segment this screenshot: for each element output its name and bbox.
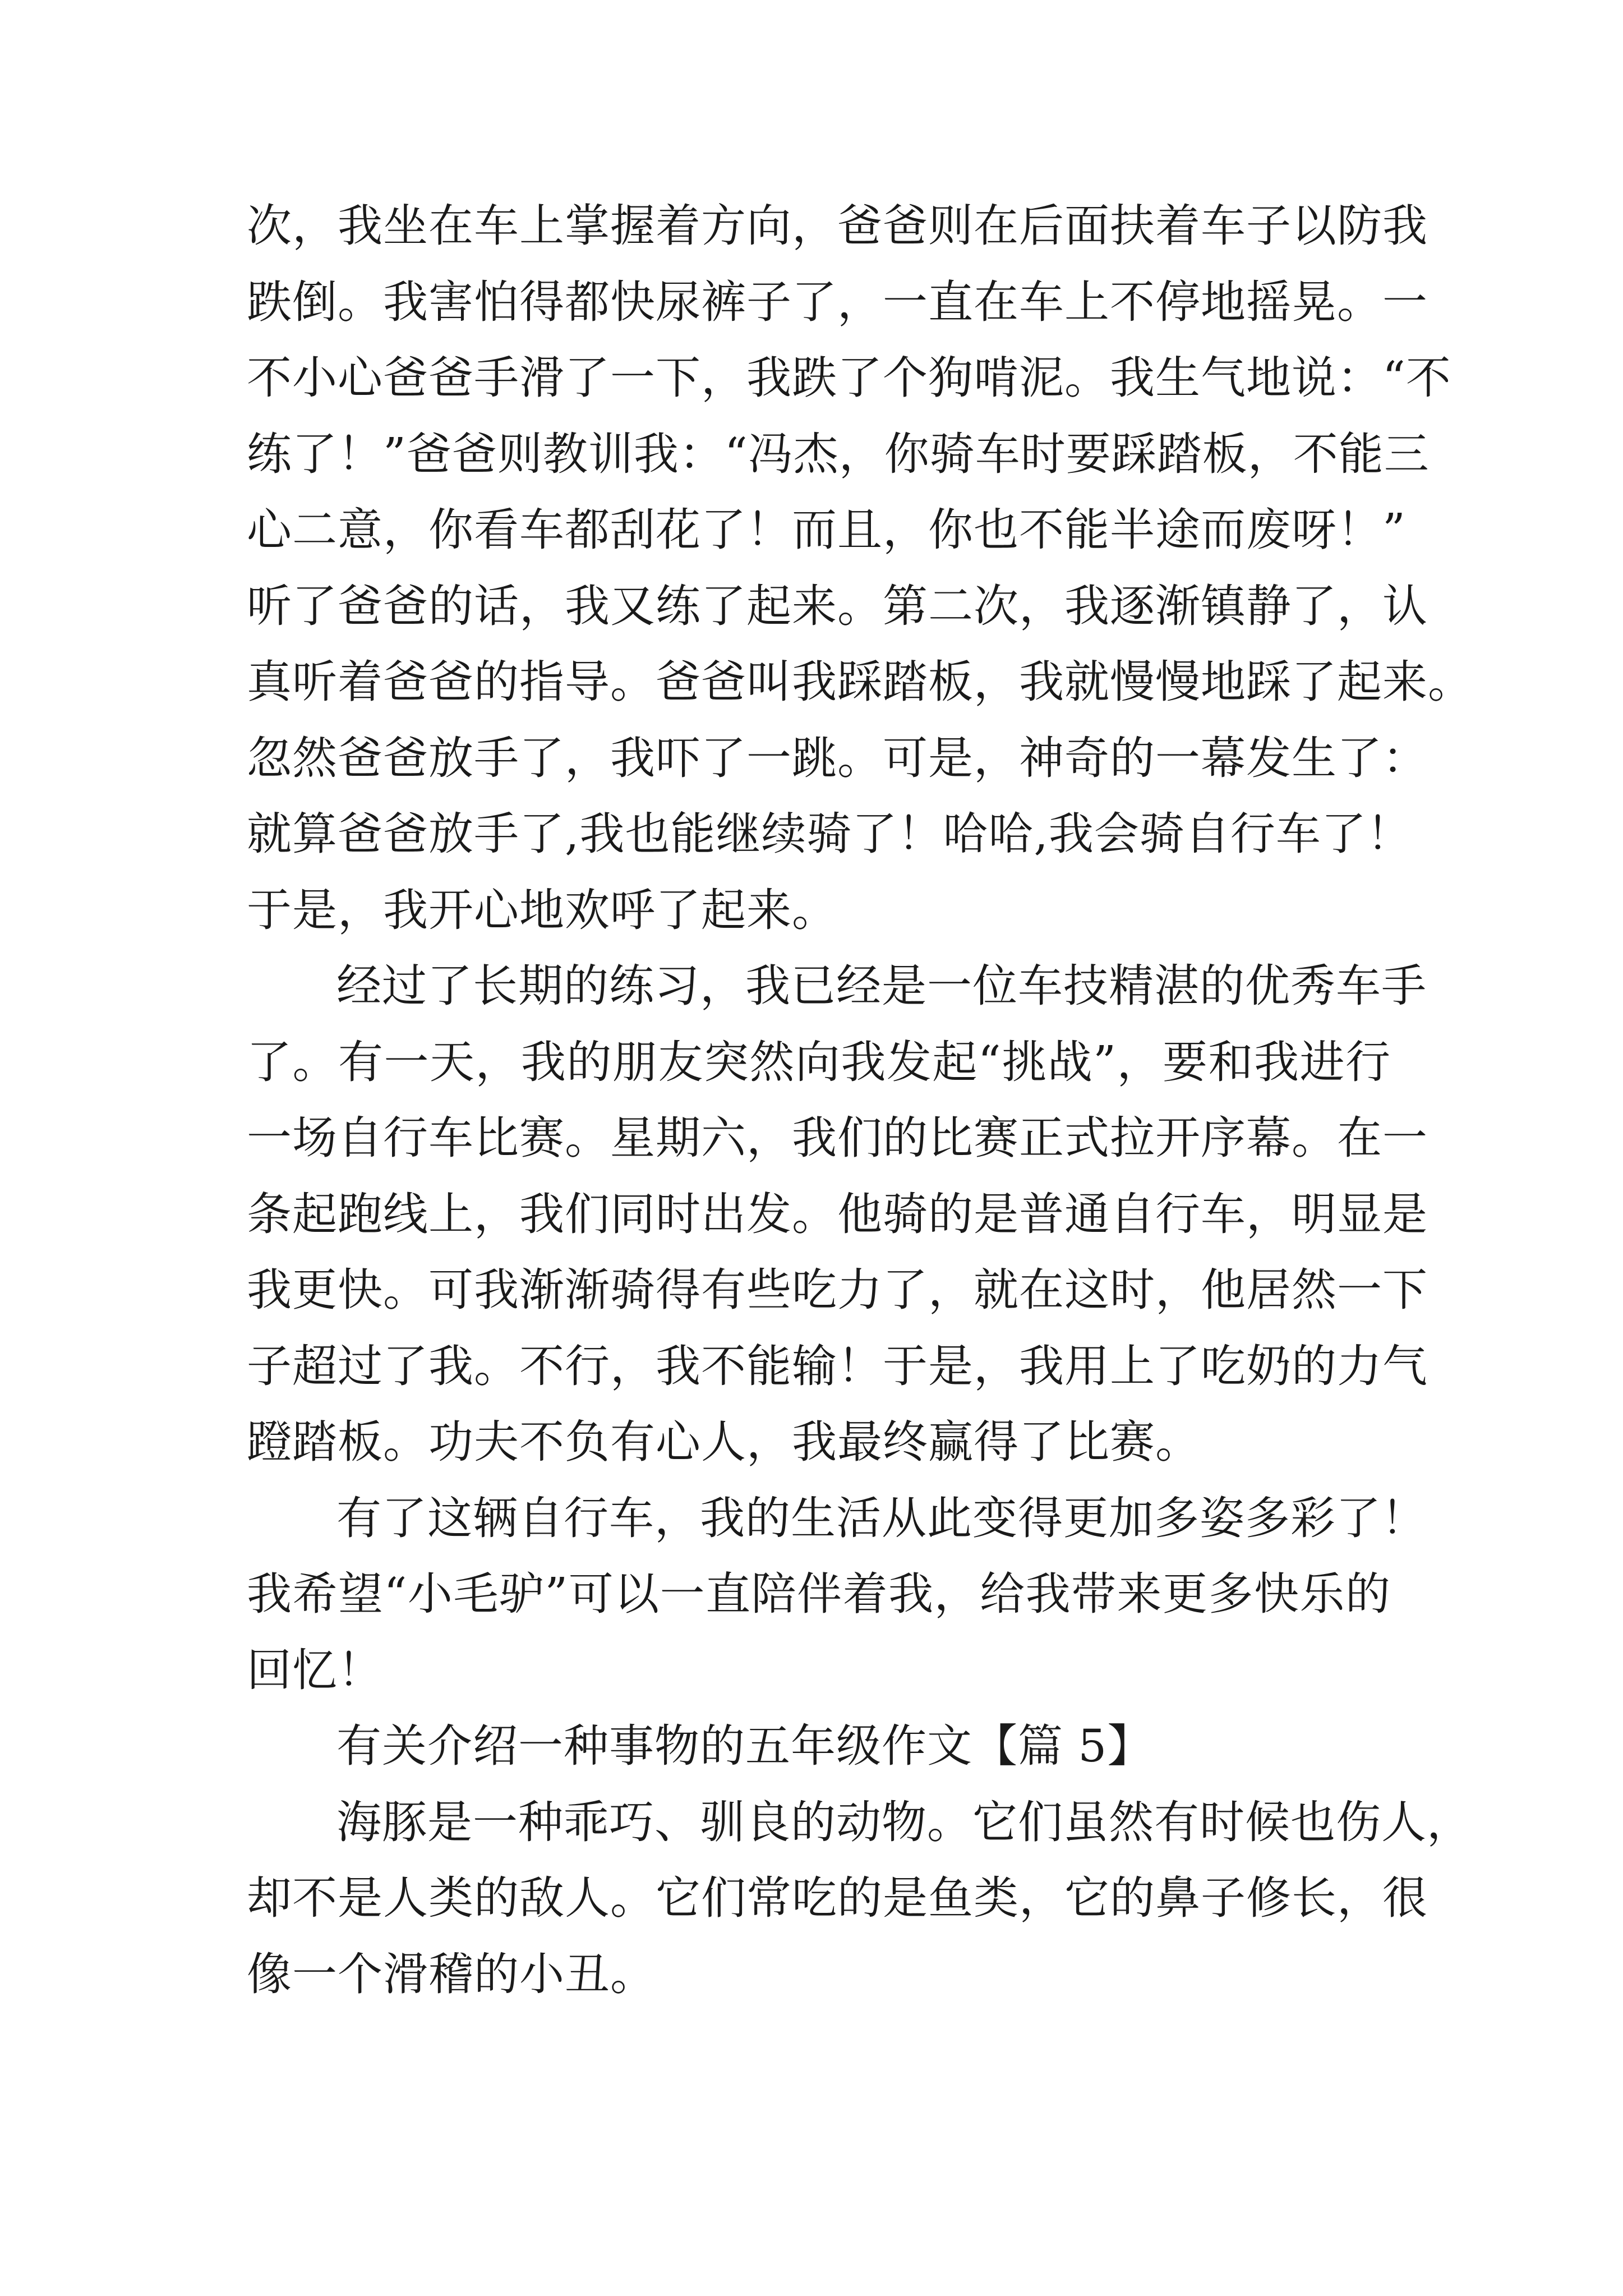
paragraph-start: 海豚是一种乖巧、驯良的动物。它们虽然有时候也伤人， bbox=[336, 1796, 1472, 1848]
text-line: 于是，我开心地欢呼了起来。 bbox=[247, 884, 837, 936]
paragraph-start: 经过了长期的练习，我已经是一位车技精湛的优秀车手 bbox=[336, 960, 1427, 1012]
text-line: 听了爸爸的话，我又练了起来。第二次，我逐渐镇静了，认 bbox=[247, 579, 1428, 632]
text-line: 心二意，你看车都刮花了！而且，你也不能半途而废呀！” bbox=[247, 504, 1406, 556]
text-line: 忽然爸爸放手了，我吓了一跳。可是，神奇的一幕发生了： bbox=[247, 731, 1428, 784]
text-line: 我希望“小毛驴”可以一直陪伴着我，给我带来更多快乐的 bbox=[247, 1568, 1391, 1620]
section-heading: 有关介绍一种事物的五年级作文【篇 5】 bbox=[336, 1720, 1153, 1772]
text-line: 次，我坐在车上掌握着方向，爸爸则在后面扶着车子以防我 bbox=[247, 200, 1428, 252]
paragraph-start: 有了这辆自行车，我的生活从此变得更加多姿多彩了！ bbox=[336, 1492, 1427, 1544]
text-line: 子超过了我。不行，我不能输！于是，我用上了吃奶的力气 bbox=[247, 1340, 1428, 1392]
text-line: 了。有一天，我的朋友突然向我发起“挑战”，要和我进行 bbox=[247, 1036, 1391, 1088]
text-line: 跌倒。我害怕得都快尿裤子了，一直在车上不停地摇晃。一 bbox=[247, 275, 1428, 328]
text-line: 蹬踏板。功夫不负有心人，我最终赢得了比赛。 bbox=[247, 1416, 1201, 1468]
text-line: 像一个滑稽的小丑。 bbox=[247, 1948, 656, 2000]
text-line: 不小心爸爸手滑了一下，我跌了个狗啃泥。我生气地说：“不 bbox=[247, 352, 1451, 404]
text-line: 就算爸爸放手了,我也能继续骑了！哈哈,我会骑自行车了！ bbox=[247, 808, 1412, 860]
text-line: 真听着爸爸的指导。爸爸叫我踩踏板，我就慢慢地踩了起来。 bbox=[247, 656, 1473, 708]
body-text bbox=[247, 188, 1473, 2012]
text-line: 我更快。可我渐渐骑得有些吃力了，就在这时，他居然一下 bbox=[247, 1264, 1428, 1316]
text-line: 回忆！ bbox=[247, 1644, 383, 1696]
text-line: 练了！”爸爸则教训我：“冯杰，你骑车时要踩踏板，不能三 bbox=[247, 427, 1430, 480]
text-line: 却不是人类的敌人。它们常吃的是鱼类，它的鼻子修长，很 bbox=[247, 1872, 1428, 1924]
text-line: 一场自行车比赛。星期六，我们的比赛正式拉开序幕。在一 bbox=[247, 1112, 1428, 1164]
text-line: 条起跑线上，我们同时出发。他骑的是普通自行车，明显是 bbox=[247, 1188, 1428, 1240]
